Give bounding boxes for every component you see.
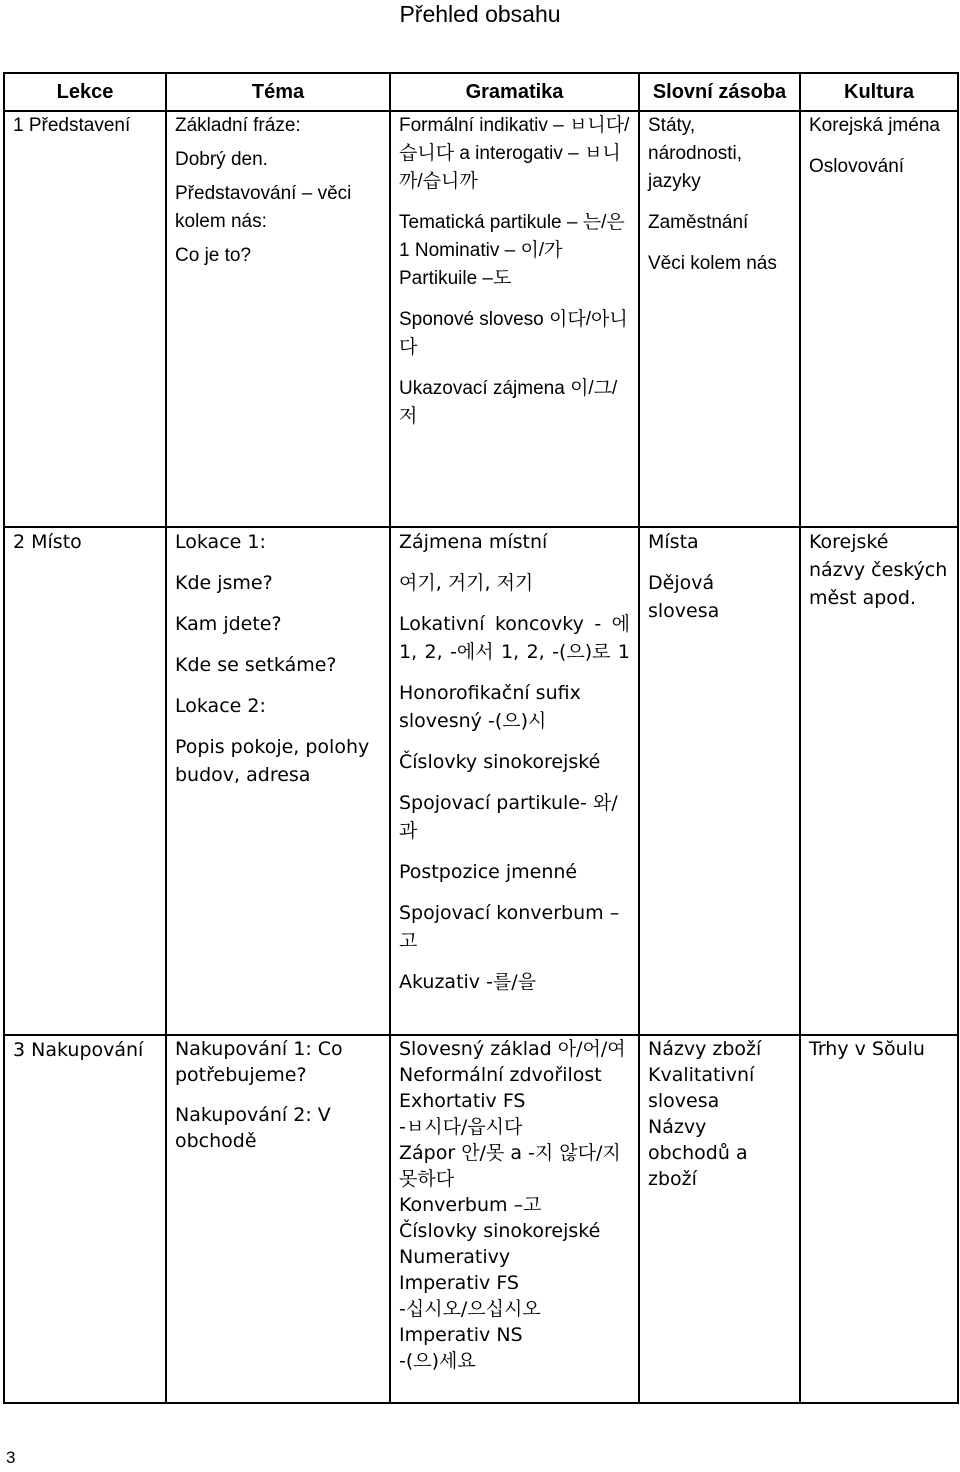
vocab-item: Názvy zboží <box>648 1038 762 1060</box>
grammar-item: Zápor 안/못 a -지 않다/지 못하다 <box>399 1142 621 1190</box>
lesson-name: 2 Místo <box>13 531 82 553</box>
grammar-item: Honorofikační sufix slovesný -(으)시 <box>399 682 581 732</box>
grammar-item: -(으)세요 <box>399 1350 476 1372</box>
cell-slovni-zasoba <box>639 527 800 1035</box>
lesson-name: 3 Nakupování <box>13 1039 144 1061</box>
cell-lekce <box>4 1035 166 1403</box>
vocab-item: Zaměstnání <box>648 212 749 233</box>
cell-kultura <box>800 527 958 1035</box>
topic-item: Základní fráze: <box>175 115 301 136</box>
cell-gramatika <box>390 1035 639 1403</box>
cell-gramatika <box>390 527 639 1035</box>
topic-item: Popis pokoje, polohy budov, adresa <box>175 736 370 786</box>
table-row <box>4 1035 958 1403</box>
header-lekce: Lekce <box>4 73 166 111</box>
topic-item: Představování – věci kolem nás: <box>175 183 352 232</box>
cell-lekce <box>4 527 166 1035</box>
culture-item: Trhy v Sŏulu <box>809 1038 925 1060</box>
grammar-item: Tematická partikule – 는/은 1 Nominativ – 이/가 Partikuile –도 <box>399 212 625 289</box>
culture-item: Korejská jména <box>809 115 940 136</box>
grammar-item: Postpozice jmenné <box>399 861 578 883</box>
cell-lekce <box>4 111 166 527</box>
cell-tema <box>166 1035 390 1403</box>
vocab-item: Názvy obchodů a zboží <box>648 1116 748 1190</box>
lesson-name: 1 Představení <box>13 115 131 136</box>
grammar-item: Konverbum –고 <box>399 1194 542 1216</box>
culture-item: Oslovování <box>809 156 905 177</box>
header-gramatika: Gramatika <box>390 73 639 111</box>
vocab-item: Kvalitativní slovesa <box>648 1064 755 1112</box>
grammar-item: Exhortativ FS <box>399 1090 526 1112</box>
grammar-item: Slovesný základ 아/어/여 <box>399 1038 626 1060</box>
cell-kultura <box>800 1035 958 1403</box>
cell-tema <box>166 527 390 1035</box>
cell-slovni-zasoba <box>639 111 800 527</box>
table-row <box>4 111 958 527</box>
grammar-item: -ㅂ시다/읍시다 <box>399 1116 523 1138</box>
grammar-item: Imperativ NS <box>399 1324 523 1346</box>
header-tema: Téma <box>166 73 390 111</box>
vocab-item: Věci kolem nás <box>648 253 777 274</box>
topic-item: Lokace 2: <box>175 695 266 717</box>
table-row <box>4 527 958 1035</box>
topic-item: Dobrý den. <box>175 149 268 170</box>
cell-kultura <box>800 111 958 527</box>
grammar-item: Zájmena místní <box>399 531 548 553</box>
vocab-item: Státy, národnosti, jazyky <box>648 115 743 192</box>
topic-item: Nakupování 1: Co potřebujeme? <box>175 1038 343 1086</box>
grammar-item: Lokativní koncovky - 에 1, 2, -에서 1, 2, -(으)로 1 <box>399 613 630 663</box>
lesson-overview-table <box>3 72 959 1404</box>
grammar-item: Spojovací partikule- 와/과 <box>399 792 618 842</box>
grammar-item: Akuzativ -를/을 <box>399 971 537 993</box>
grammar-item: Neformální zdvořilost <box>399 1064 602 1086</box>
topic-item: Nakupování 2: V obchodě <box>175 1104 331 1152</box>
grammar-item: Numerativy <box>399 1246 511 1268</box>
table-header-row <box>4 73 958 111</box>
header-slovni-zasoba: Slovní zásoba <box>639 73 800 111</box>
grammar-item: Ukazovací zájmena 이/그/저 <box>399 378 618 427</box>
grammar-item: Imperativ FS <box>399 1272 519 1294</box>
cell-slovni-zasoba <box>639 1035 800 1403</box>
vocab-item: Dějová slovesa <box>648 572 720 622</box>
grammar-item: -십시오/으십시오 <box>399 1298 541 1320</box>
grammar-item: Sponové sloveso 이다/아니다 <box>399 309 628 358</box>
topic-item: Lokace 1: <box>175 531 266 553</box>
cell-gramatika <box>390 111 639 527</box>
culture-item: Korejské názvy českých měst apod. <box>809 531 948 609</box>
vocab-item: Místa <box>648 531 699 553</box>
topic-item: Co je to? <box>175 245 252 266</box>
page-number: 3 <box>6 1448 16 1467</box>
grammar-item: Spojovací konverbum – 고 <box>399 902 620 952</box>
topic-item: Kam jdete? <box>175 613 282 635</box>
topic-item: Kde se setkáme? <box>175 654 337 676</box>
topic-item: Kde jsme? <box>175 572 273 594</box>
grammar-item: Číslovky sinokorejské <box>399 751 601 773</box>
page-title: Přehled obsahu <box>399 1 561 27</box>
grammar-item: 여기, 거기, 저기 <box>399 572 534 594</box>
grammar-item: Formální indikativ – ㅂ니다/습니다 a interogativ – ㅂ니까/습니까 <box>399 115 630 192</box>
cell-tema <box>166 111 390 527</box>
header-kultura: Kultura <box>800 73 958 111</box>
grammar-item: Číslovky sinokorejské <box>399 1220 601 1242</box>
